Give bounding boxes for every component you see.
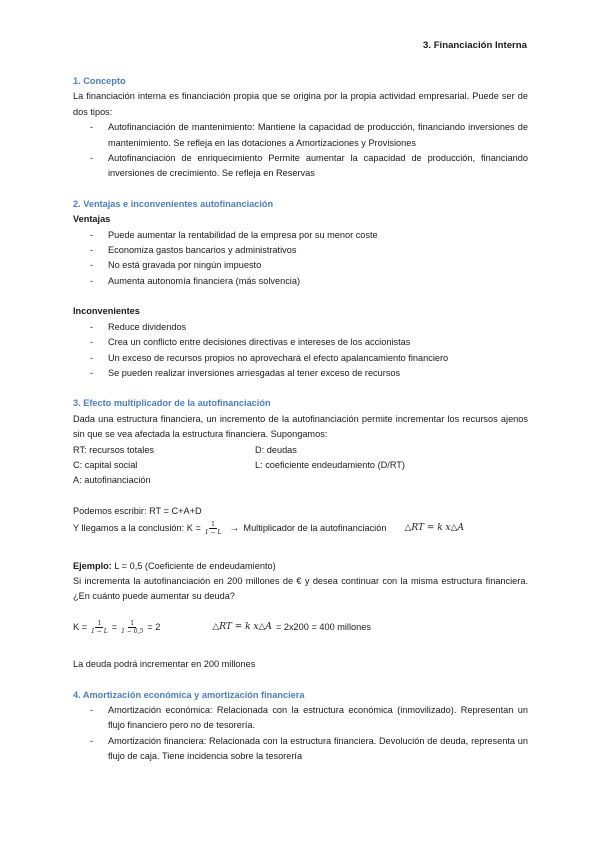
list-item: - Puede aumentar la rentabilidad de la empresa por su menor coste: [73, 228, 528, 243]
section-4-list: [73, 703, 528, 765]
calc-formula: △RT = k x△A: [212, 621, 272, 632]
example-rest: L = 0,5 (Coeficiente de endeudamiento): [111, 560, 276, 571]
fraction-k-general: [89, 620, 110, 635]
formula-write: Podemos escribir: RT = C+A+D: [73, 505, 202, 516]
list-item: - Un exceso de recursos propios no aprovechará el efecto apalancamiento financiero: [73, 351, 528, 366]
definition-a: A: autofinanciación: [73, 475, 151, 486]
section-1-intro: La financiación interna es financiación propia que se origina por la propia actividad empresarial. Puede ser de dos tipos:: [73, 91, 528, 117]
definition-d: D: deudas: [255, 444, 297, 455]
list-item: - No está gravada por ningún impuesto: [73, 258, 528, 273]
fraction-numerator: 1: [211, 521, 215, 529]
calc-k-result: = 2: [147, 621, 161, 632]
calc-result: = 2x200 = 400 millones: [275, 621, 371, 632]
list-item: - Crea un conflicto entre decisiones directivas e intereses de los accionistas: [73, 335, 528, 350]
fraction-denominator: 1 − L: [91, 627, 108, 635]
example-heading: [73, 559, 528, 574]
definition-rt: RT: recursos totales: [73, 444, 155, 455]
definitions-row-1: [73, 443, 528, 458]
inconvenientes-title: Inconvenientes: [73, 306, 140, 317]
definitions-row-2: [73, 458, 528, 473]
conclusion-formula: [73, 521, 528, 536]
section-3-intro: Dada una estructura financiera, un incremento de la autofinanciación permite incrementar los recursos ajenos sin que se vea afectada la estructura financiera. Supongamos:: [73, 413, 528, 440]
list-item: - Amortización financiera: Relacionada con la estructura financiera. Devolución de deuda, representa un flujo de caja. Tiene incidencia sobre la tesorería: [73, 734, 528, 765]
multiplier-label: Multiplicador de la autofinanciación: [243, 523, 387, 534]
section-2-title: 2. Ventajas e inconvenientes autofinanciación: [73, 198, 274, 209]
definition-l: L: coeficiente endeudamiento (D/RT): [255, 459, 405, 470]
calculation-formula: [73, 620, 528, 635]
calc-equals: =: [111, 621, 118, 632]
section-1-title: 1. Concepto: [73, 76, 126, 86]
fraction-denominator: 1 − 0,5: [121, 627, 144, 635]
list-item: - Reduce dividendos: [73, 320, 528, 335]
section-4-title: 4. Amortización económica y amortización financiera: [73, 689, 305, 700]
section-1-list: [73, 120, 528, 182]
fraction-numerator: 1: [130, 619, 135, 627]
inconvenientes-list: [73, 320, 528, 382]
ventajas-title: Ventajas: [73, 214, 111, 225]
list-item: - Aumenta autonomía financiera (más solvencia): [73, 274, 528, 289]
list-item: - Autofinanciación de enriquecimiento Permite aumentar la capacidad de producción, financiando inversiones de crecimiento. Se refleja en Reservas: [73, 151, 528, 182]
definition-c: C: capital social: [73, 459, 138, 470]
fraction-k: [203, 521, 224, 536]
example-label: Ejemplo:: [73, 560, 112, 571]
arrow-icon: →: [229, 523, 240, 535]
formula-main: △RT = k x△A: [404, 523, 465, 534]
section-3-title: 3. Efecto multiplicador de la autofinanciación: [73, 398, 271, 409]
list-item: - Autofinanciación de mantenimiento: Mantiene la capacidad de producción, financiando inversiones de mantenimiento. Se refleja en las dotaciones a Amortizaciones y Provisiones: [73, 120, 528, 151]
conclusion-prefix: Y llegamos a la conclusión: K =: [73, 523, 201, 534]
list-item: - Amortización económica: Relacionada con la estructura económica (inmovilizado). Representan un flujo financiero pero no de tesorería.: [73, 703, 528, 734]
fraction-numerator: 1: [97, 619, 102, 627]
calc-k: K =: [73, 621, 88, 632]
document-content: [73, 74, 528, 765]
fraction-k-value: [119, 620, 145, 635]
list-item: - Se pueden realizar inversiones arriesgadas al tener exceso de recursos: [73, 366, 528, 381]
page-header-title: 3. Financiación Interna: [423, 40, 527, 51]
result-text: La deuda podrá incrementar en 200 millones: [73, 659, 256, 670]
fraction-denominator: 1 − L: [204, 529, 222, 537]
example-text: Si incrementa la autofinanciación en 200 millones de € y desea continuar con la misma estructura financiera. ¿En cuánto puede aumentar su deuda?: [73, 575, 528, 602]
ventajas-list: [73, 228, 528, 290]
list-item: - Economiza gastos bancarios y administrativos: [73, 243, 528, 258]
